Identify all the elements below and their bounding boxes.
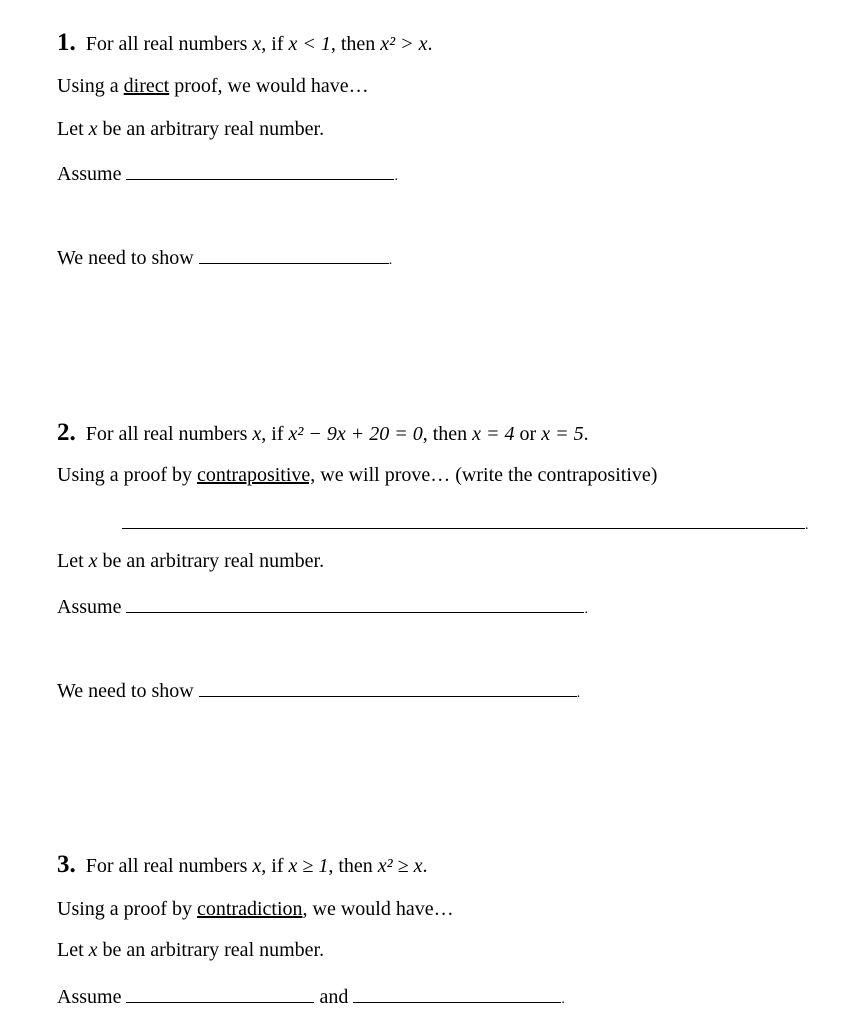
q3-assume-end: . (561, 992, 565, 1007)
q3-let-pre: Let (57, 939, 89, 961)
q1-statement (57, 30, 433, 55)
q2-method-pre: Using a proof by (57, 464, 197, 486)
q2-show-label: We need to show (57, 680, 194, 702)
q1-show-end: . (388, 253, 393, 268)
q1-stmt-text: For all real numbers (85, 33, 253, 55)
q2-var: x (252, 423, 262, 445)
q1-assume-blank[interactable] (126, 161, 394, 180)
q3-condition: x ≥ 1 (288, 855, 329, 877)
q2-let-pre: Let (57, 550, 89, 572)
q2-show (57, 678, 580, 701)
q1-let-pre: Let (57, 118, 89, 140)
q3-conclusion: x² ≥ x (377, 855, 423, 877)
q3-method-name: contradiction (196, 898, 303, 920)
q3-if: , if (261, 855, 289, 877)
q1-method-post: proof, we would have… (169, 75, 369, 97)
q3-assume-blank-2[interactable] (353, 984, 561, 1003)
q1-assume-end: . (394, 169, 398, 184)
q1-then: , then (330, 33, 381, 55)
q1-if: , if (261, 33, 289, 55)
q2-show-end: . (576, 686, 581, 701)
q2-contrapositive (122, 510, 809, 533)
q2-condition: x² − 9x + 20 = 0 (288, 423, 423, 445)
q3-assume (57, 984, 565, 1007)
q2-conclusion-2: x = 5 (541, 423, 584, 445)
q2-let (57, 551, 324, 571)
q2-number: 2. (57, 419, 76, 446)
q2-then: , then (422, 423, 473, 445)
q2-let-var: x (88, 550, 98, 572)
q3-method (57, 899, 454, 919)
q2-contrapositive-end: . (805, 518, 809, 533)
q2-method-name: contrapositive, (196, 464, 316, 486)
q3-statement (57, 852, 428, 877)
q2-if: , if (261, 423, 289, 445)
q3-method-pre: Using a proof by (57, 898, 197, 920)
q3-let-var: x (88, 939, 98, 961)
q2-let-post: be an arbitrary real number. (97, 550, 325, 572)
q3-assume-label: Assume (57, 986, 122, 1008)
q2-method-post: we will prove… (write the contrapositive) (315, 464, 658, 486)
q2-contrapositive-blank[interactable] (122, 510, 805, 529)
q1-show-label: We need to show (57, 247, 194, 269)
q2-assume-blank[interactable] (126, 594, 584, 613)
q2-or: or (514, 423, 542, 445)
q2-show-blank[interactable] (199, 678, 577, 697)
q2-conclusion-1: x = 4 (472, 423, 515, 445)
q1-show (57, 245, 392, 268)
q2-assume-label: Assume (57, 596, 122, 618)
q3-let (57, 940, 324, 960)
q1-let (57, 119, 324, 139)
q3-let-post: be an arbitrary real number. (97, 939, 325, 961)
q3-var: x (252, 855, 262, 877)
q3-and: and (319, 986, 349, 1008)
q1-var: x (252, 33, 262, 55)
q2-statement (57, 420, 589, 445)
q1-number: 1. (57, 29, 76, 56)
q1-let-post: be an arbitrary real number. (97, 118, 325, 140)
q3-then: , then (328, 855, 378, 877)
q1-method (57, 76, 369, 96)
q3-assume-blank-1[interactable] (126, 984, 314, 1003)
q3-period: . (422, 855, 428, 877)
q1-show-blank[interactable] (199, 245, 389, 264)
q2-assume (57, 594, 588, 617)
q3-method-post: , we would have… (302, 898, 454, 920)
q2-assume-end: . (584, 602, 588, 617)
q2-stmt-text: For all real numbers (85, 423, 253, 445)
q2-period: . (583, 423, 589, 445)
q1-assume (57, 161, 398, 184)
q1-method-name: direct (123, 75, 170, 97)
q1-period: . (427, 33, 433, 55)
q3-number: 3. (57, 851, 76, 878)
q3-stmt-text: For all real numbers (85, 855, 253, 877)
q1-let-var: x (88, 118, 98, 140)
q1-conclusion: x² > x (380, 33, 428, 55)
q1-assume-label: Assume (57, 163, 122, 185)
q1-condition: x < 1 (288, 33, 331, 55)
q1-method-pre: Using a (57, 75, 124, 97)
q2-method (57, 465, 657, 485)
